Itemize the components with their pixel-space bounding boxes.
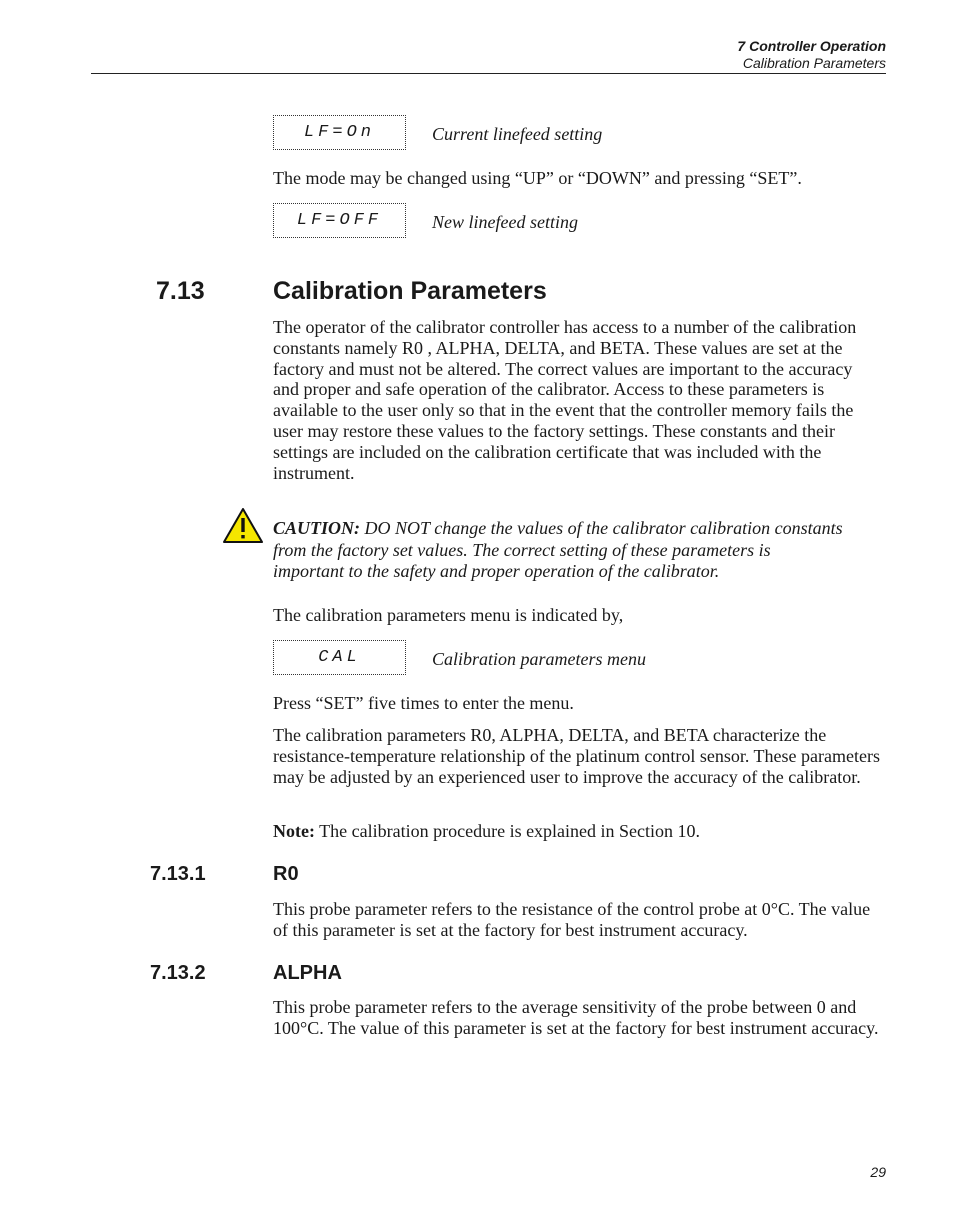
page-number: 29 xyxy=(870,1164,886,1180)
section-number-7-13: 7.13 xyxy=(156,277,205,305)
caution-body: DO NOT change the values of the calibrator calibration constants from the factory set values. The correct setting of these parameters is important to the safety and proper operation of the calibrator. xyxy=(273,518,843,581)
lcd-caption-lf-off: New linefeed setting xyxy=(432,212,578,232)
note-text: The calibration procedure is explained in Section 10. xyxy=(314,821,701,841)
section-title-7-13-2: ALPHA xyxy=(273,962,342,984)
header-chapter: 7 Controller Operation xyxy=(737,38,886,54)
section-number-7-13-1: 7.13.1 xyxy=(150,863,206,885)
section-title-7-13: Calibration Parameters xyxy=(273,277,547,305)
paragraph-mode-change: The mode may be changed using “UP” or “DOWN” and pressing “SET”. xyxy=(273,168,802,188)
paragraph-menu-indicated: The calibration parameters menu is indicated by, xyxy=(273,605,624,625)
header-section: Calibration Parameters xyxy=(742,55,886,71)
lcd-display-lf-off: LF=OFF xyxy=(273,203,406,238)
header-rule xyxy=(91,73,886,74)
paragraph-r0: This probe parameter refers to the resistance of the control probe at 0°C. The value of this parameter is set at the factory for best instrument accuracy. xyxy=(273,899,871,940)
lcd-caption-cal: Calibration parameters menu xyxy=(432,649,646,669)
caution-label: CAUTION: xyxy=(273,518,361,538)
paragraph-note xyxy=(273,821,881,842)
note-label: Note: xyxy=(273,821,315,841)
paragraph-alpha: This probe parameter refers to the average sensitivity of the probe between 0 and 100°C. The value of this parameter is set at the factory for best instrument accuracy. xyxy=(273,997,879,1038)
caution-text xyxy=(273,518,843,583)
paragraph-press-set: Press “SET” five times to enter the menu. xyxy=(273,693,574,713)
section-number-7-13-2: 7.13.2 xyxy=(150,962,206,984)
lcd-display-cal: CAL xyxy=(273,640,406,675)
paragraph-characterize: The calibration parameters R0, ALPHA, DELTA, and BETA characterize the resistance-temperature relationship of the platinum control sensor. These parameters may be adjusted by an experienced user to improve the accuracy of the calibrator. xyxy=(273,725,880,787)
section-title-7-13-1: R0 xyxy=(273,863,299,885)
paragraph-intro: The operator of the calibrator controller has access to a number of the calibration constants namely R0 , ALPHA, DELTA, and BETA. These values are set at the factory and must not be altered. The correct values are important to the accuracy and proper and safe operation of the calibrator. Access to these parameters is available to the user only so that in the event that the controller memory fails the user may restore these values to the factory settings. These constants and their settings are included on the calibration certificate that was included with the instrument. xyxy=(273,317,857,483)
lcd-display-lf-on: LF=On xyxy=(273,115,406,150)
warning-triangle-icon xyxy=(222,507,264,544)
lcd-caption-lf-on: Current linefeed setting xyxy=(432,124,603,144)
running-header xyxy=(737,38,886,72)
